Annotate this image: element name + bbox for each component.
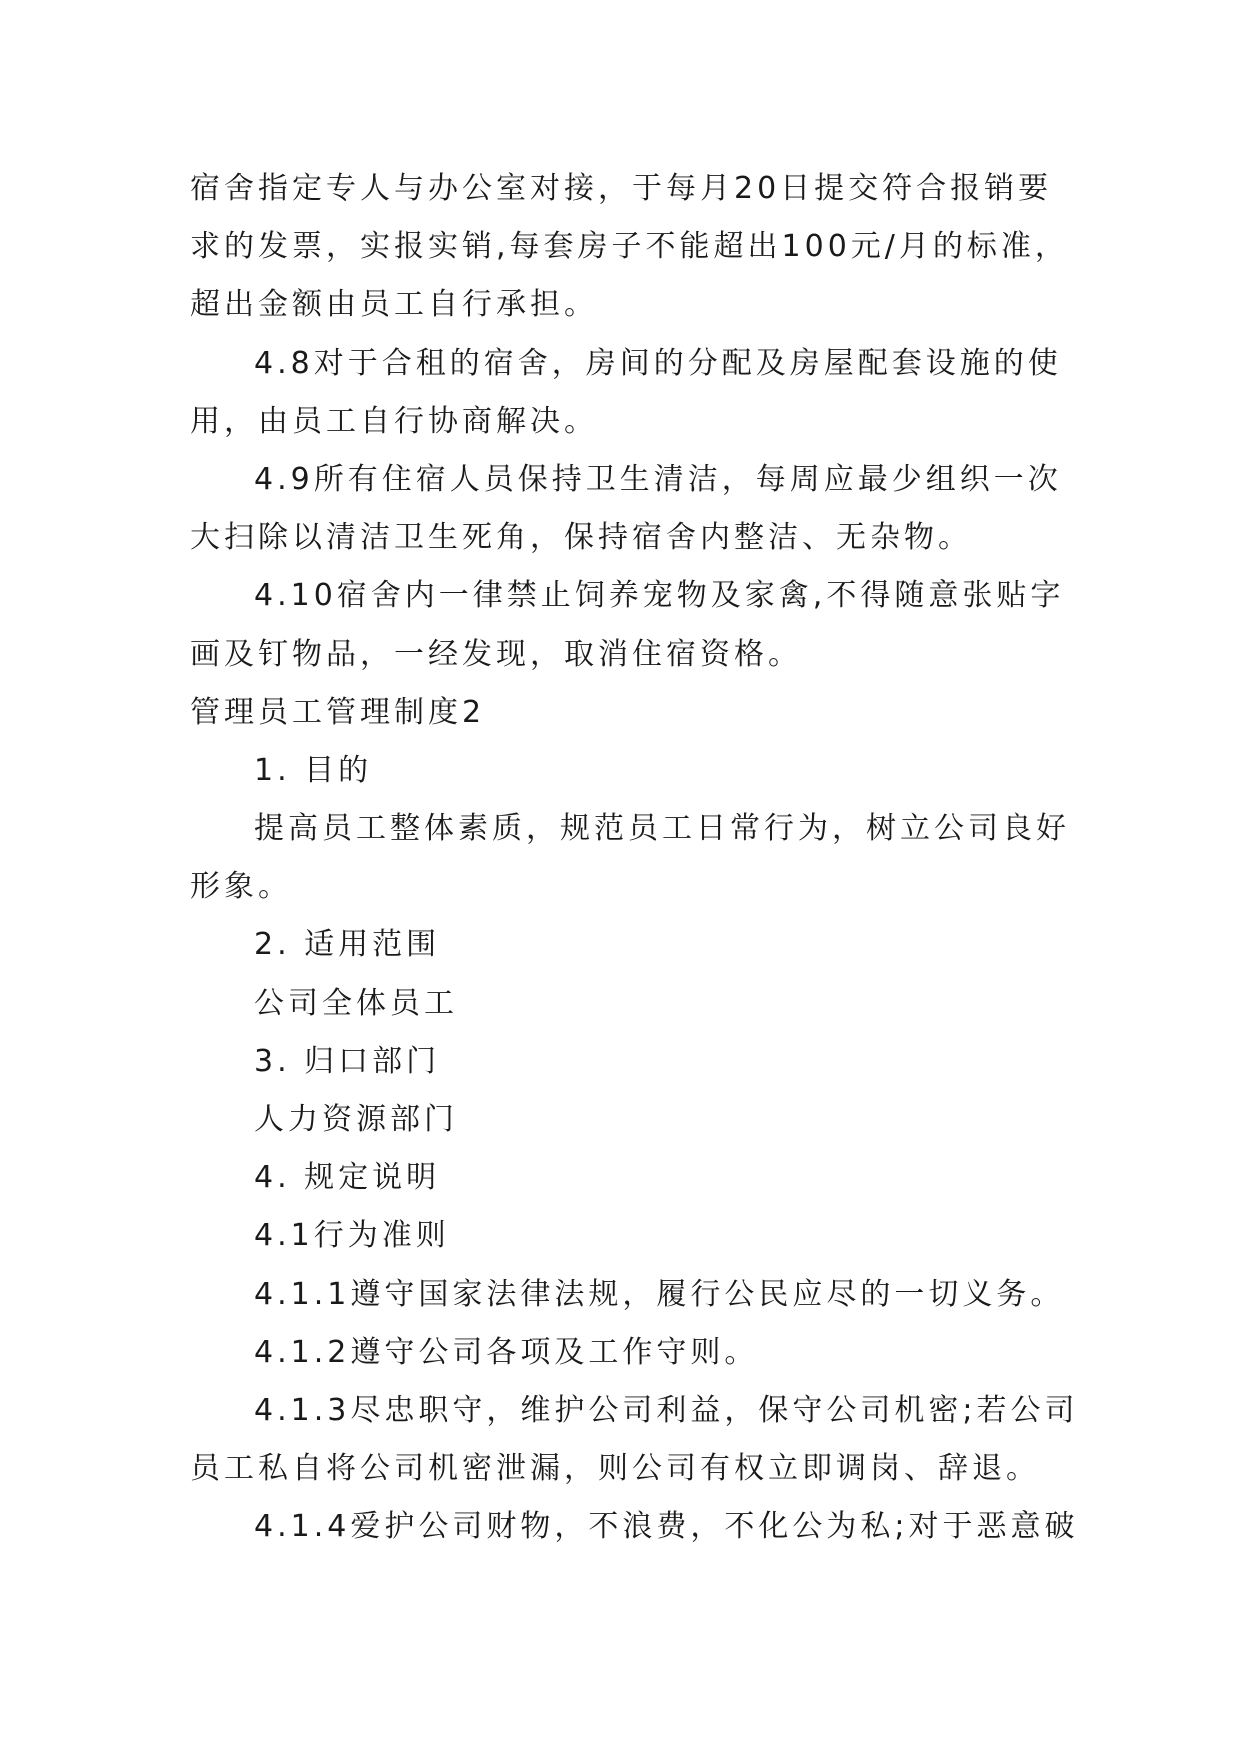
text-line: 4.8对于合租的宿舍，房间的分配及房屋配套设施的使 [254, 345, 1062, 381]
text-line: 4.1.2遵守公司各项及工作守则。 [254, 1334, 759, 1370]
text-line: 形象。 [190, 869, 292, 905]
text-line: 4.1.1遵守国家法律法规，履行公民应尽的一切义务。 [254, 1276, 1065, 1312]
text-line: 4.1.3尽忠职守，维护公司利益，保守公司机密;若公司 [254, 1392, 1079, 1428]
text-line: 人力资源部门 [254, 1102, 458, 1137]
text-line: 宿舍指定专人与办公室对接，于每月20日提交符合报销要 [190, 171, 1053, 206]
text-line: 管理员工管理制度2 [190, 694, 486, 730]
text-line: 超出金额由员工自行承担。 [190, 287, 598, 323]
text-line: 4.9所有住宿人员保持卫生清洁，每周应最少组织一次 [254, 461, 1062, 497]
text-line: 提高员工整体素质，规范员工日常行为，树立公司良好 [254, 811, 1070, 847]
text-line: 大扫除以清洁卫生死角，保持宿舍内整洁、无杂物。 [190, 520, 972, 556]
text-line: 求的发票，实报实销,每套房子不能超出100元/月的标准， [190, 229, 1069, 265]
text-line: 员工私自将公司机密泄漏，则公司有权立即调岗、辞退。 [190, 1451, 1040, 1487]
document-body [190, 160, 1079, 1557]
text-line: 2. 适用范围 [254, 927, 441, 963]
text-line: 公司全体员工 [254, 985, 458, 1021]
text-line: 用，由员工自行协商解决。 [190, 403, 598, 439]
text-line: 1. 目的 [254, 752, 373, 788]
text-line: 4.1行为准则 [254, 1218, 450, 1254]
text-line: 画及钉物品，一经发现，取消住宿资格。 [190, 636, 802, 672]
text-line: 4.1.4爱护公司财物，不浪费，不化公为私;对于恶意破 [254, 1509, 1079, 1545]
text-line: 4. 规定说明 [254, 1160, 441, 1196]
text-line: 3. 归口部门 [254, 1043, 441, 1079]
text-line: 4.10宿舍内一律禁止饲养宠物及家禽,不得随意张贴字 [254, 578, 1065, 614]
